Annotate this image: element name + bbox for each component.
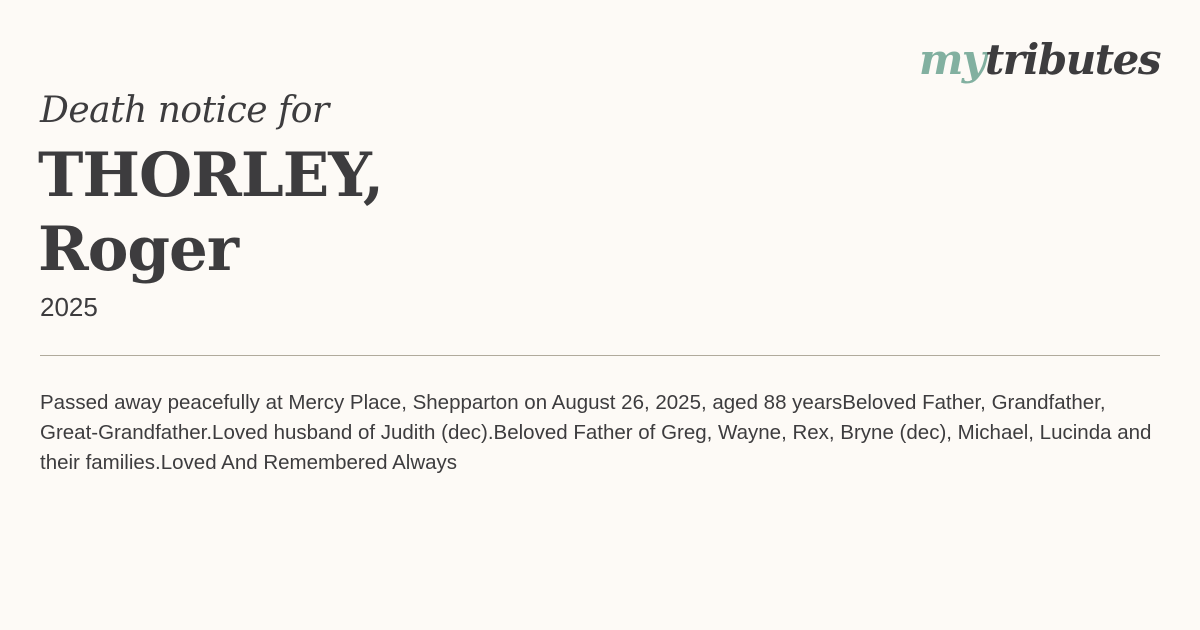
mytributes-logo[interactable] [919,34,1160,86]
notice-body-text: Passed away peacefully at Mercy Place, Shepparton on August 26, 2025, aged 88 yearsBeloved Father, Grandfather, Great-Grandfather.Loved husband of Judith (dec).Beloved Father of Greg, Wayne, Rex, Bryne (dec), Michael, Lucinda and their families.Loved And Remembered Always [40,391,1152,474]
deceased-surname: THORLEY, [38,140,384,211]
logo-my-text: my [918,35,985,84]
deceased-given-name: Roger [38,214,238,285]
section-divider [40,355,1160,356]
notice-year: 2025 [40,292,98,322]
notice-kicker: Death notice for [40,90,329,131]
logo-tributes-text: tributes [984,35,1160,84]
